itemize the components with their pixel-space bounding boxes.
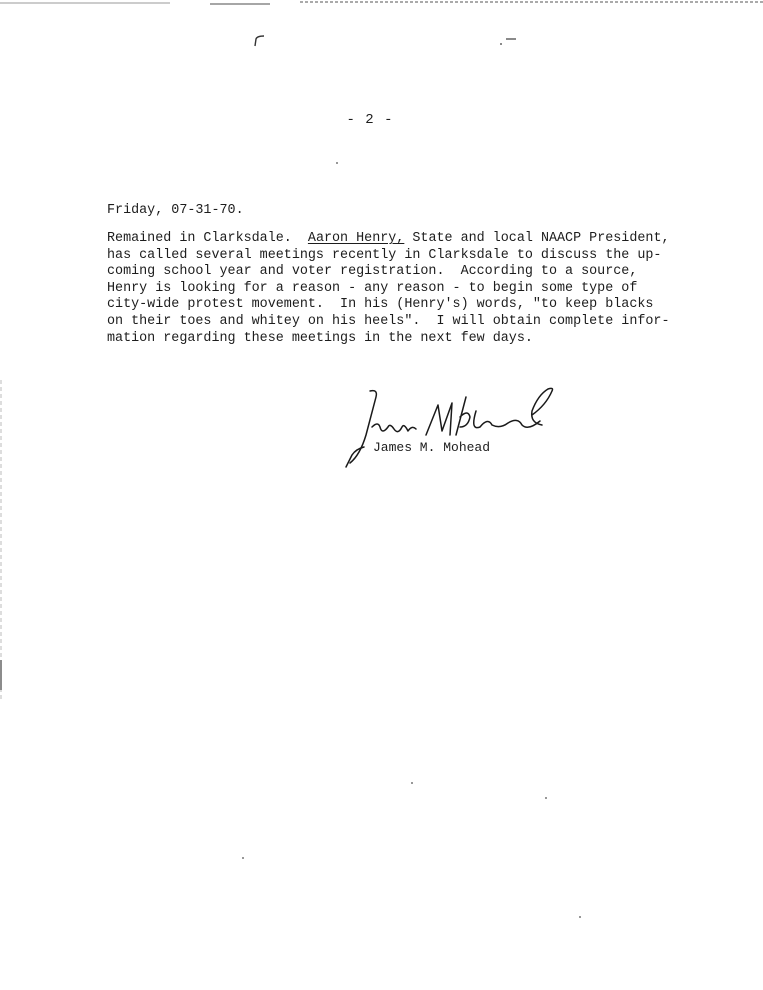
scan-mark-left <box>252 34 272 48</box>
scan-edge-left <box>0 0 6 990</box>
body-line: has called several meetings recently in Clarksdale to discuss the up- <box>107 247 662 263</box>
report-dateline: Friday, 07-31-70. <box>107 203 244 218</box>
report-body <box>107 231 670 347</box>
scan-speck <box>336 162 338 164</box>
body-line: Henry is looking for a reason - any reason - to begin some type of <box>107 280 638 296</box>
scan-speck <box>579 916 581 918</box>
underlined-name: Aaron Henry, <box>307 231 405 246</box>
scan-edge-top <box>0 0 763 10</box>
body-line: mation regarding these meetings in the next few days. <box>107 330 533 346</box>
scan-speck <box>411 782 413 784</box>
body-line: city-wide protest movement. In his (Henry's) words, "to keep blacks <box>107 297 654 313</box>
scan-mark-right <box>498 36 520 48</box>
page-number: - 2 - <box>346 112 394 128</box>
body-line: on their toes and whitey on his heels". I will obtain complete infor- <box>107 313 670 329</box>
scan-speck <box>242 857 244 859</box>
body-line: Remained in Clarksdale. Aaron Henry, State and local NAACP President, <box>107 231 670 246</box>
signature-name: James M. Mohead <box>373 440 491 455</box>
handwritten-signature <box>342 383 557 473</box>
body-line: coming school year and voter registration. According to a source, <box>107 264 638 280</box>
scan-speck <box>545 797 547 799</box>
